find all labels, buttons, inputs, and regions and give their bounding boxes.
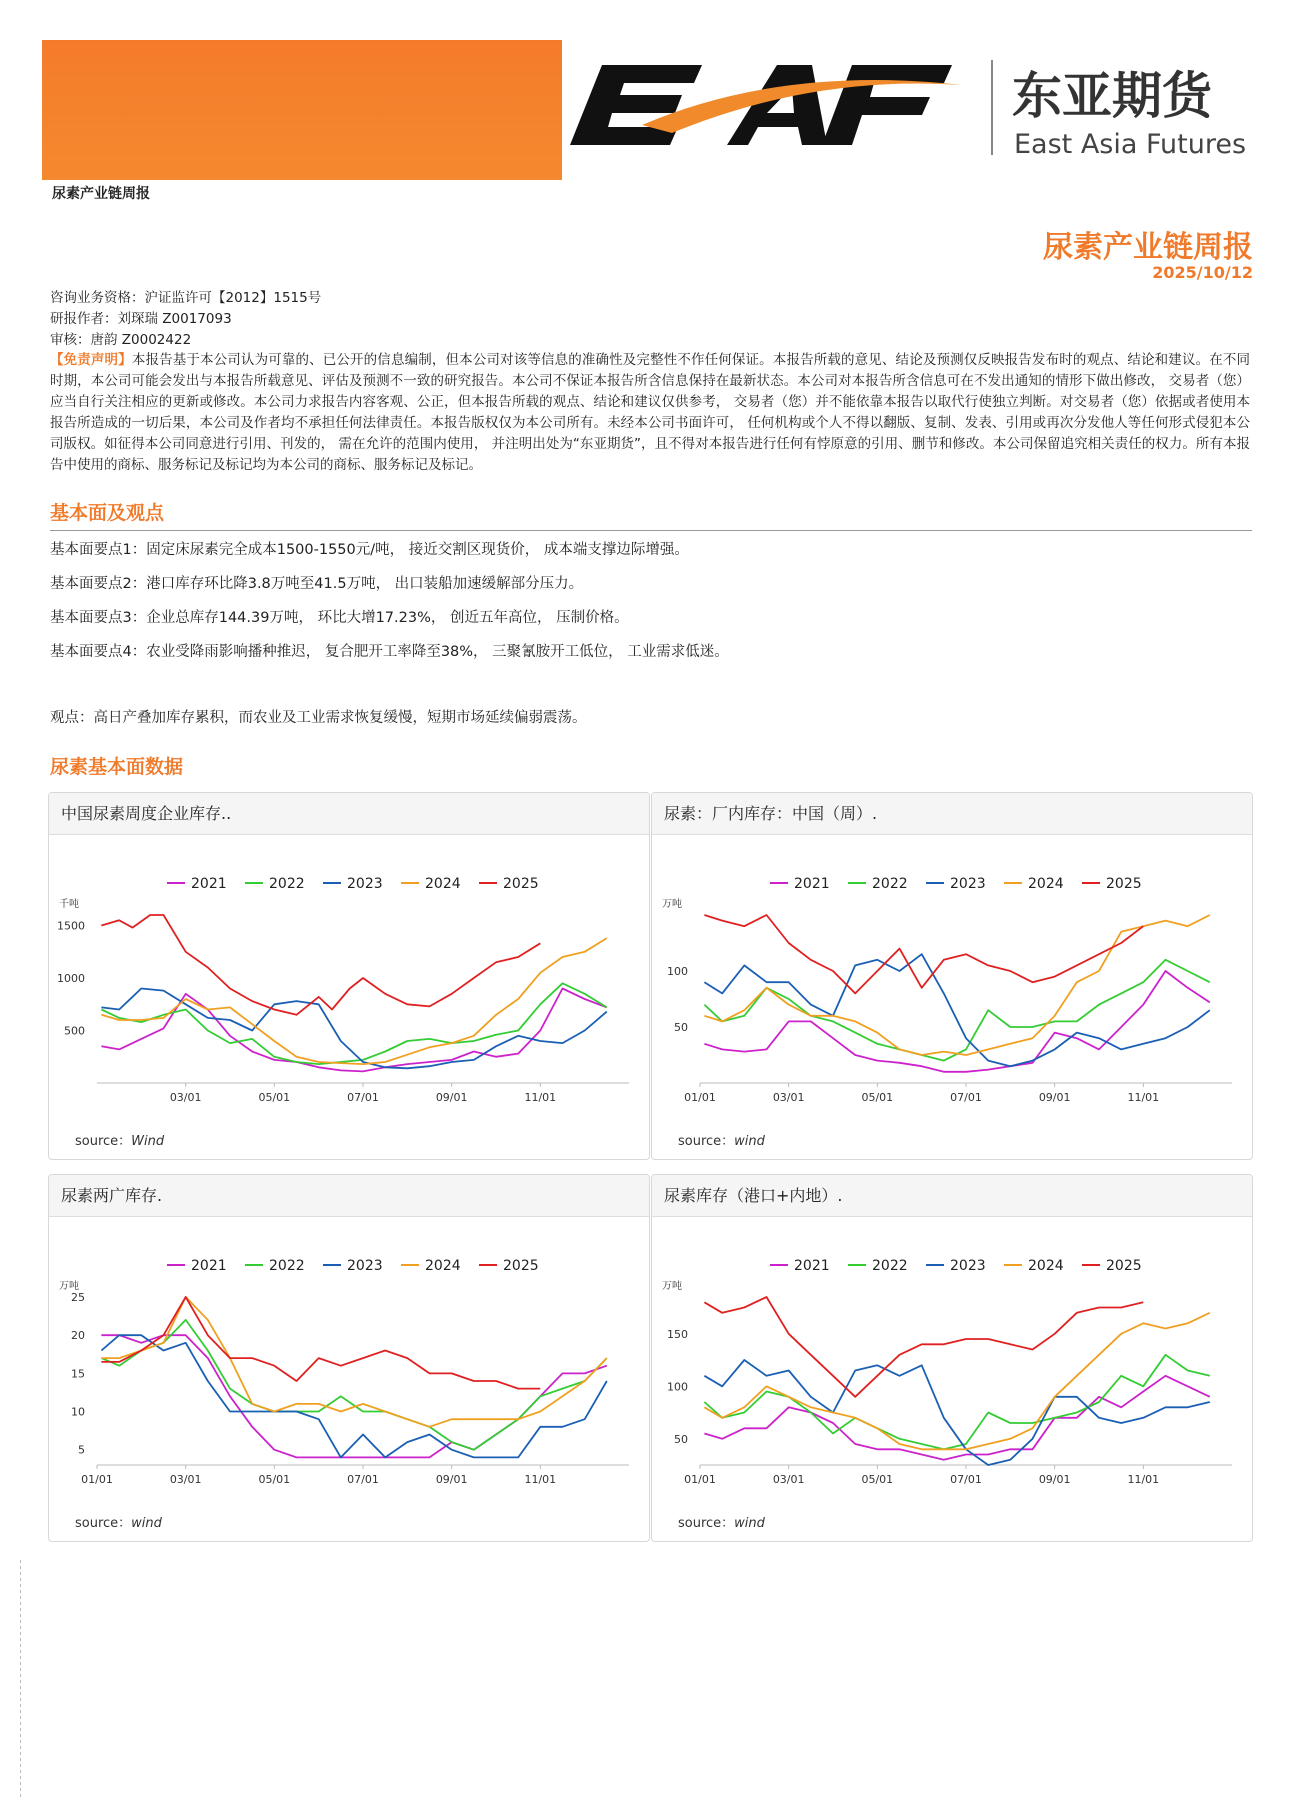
legend-label-2023: 2023 [347,1258,383,1274]
series-line-2023 [101,989,606,1069]
y-tick-label: 1500 [57,919,85,933]
x-tick-label: 05/01 [861,1473,894,1486]
chart-panel-enterprise-inventory [48,792,650,1160]
y-tick-label: 25 [71,1291,85,1304]
fundamental-point-2: 基本面要点2：港口库存环比降3.8万吨至41.5万吨， 出口装船加速缓解部分压力。 [50,576,584,592]
y-tick-label: 50 [674,1432,688,1446]
series-line-2024 [704,915,1209,1055]
legend-label-2024: 2024 [1028,1258,1064,1274]
legend-label-2022: 2022 [872,1258,908,1274]
disclaimer-tag: 【免责声明】 [50,352,132,368]
x-tick-label: 05/01 [258,1473,291,1486]
x-tick-label: 11/01 [1127,1091,1160,1104]
legend-label-2023: 2023 [347,876,383,892]
x-tick-label: 09/01 [435,1091,468,1104]
y-tick-label: 100 [667,1380,688,1394]
legend-label-2021: 2021 [794,876,830,892]
legend-label-2021: 2021 [191,1258,227,1274]
series-line-2023 [704,954,1209,1066]
report-title: 尿素产业链周报 [1043,230,1253,265]
legend-label-2025: 2025 [503,1258,539,1274]
x-tick-label: 03/01 [169,1473,202,1486]
y-tick-label: 10 [71,1405,85,1419]
series-line-2023 [101,1335,606,1457]
y-tick-label: 100 [667,965,688,978]
legend-label-2021: 2021 [191,876,227,892]
legend-label-2023: 2023 [950,1258,986,1274]
x-tick-label: 07/01 [347,1473,379,1486]
reviewer: 审核：唐韵 Z0002422 [50,332,192,348]
chart-title: 尿素：厂内库存：中国（周）. [652,793,1252,835]
y-tick-label: 500 [64,1024,85,1038]
chart-factory-inventory [652,835,1252,1125]
legend-label-2025: 2025 [1106,1258,1142,1274]
chart-title: 尿素两广库存. [49,1175,649,1217]
fundamental-point-4: 基本面要点4：农业受降雨影响播种推迟， 复合肥开工率降至38%， 三聚氰胺开工低位， 工业需求低迷。 [50,644,729,660]
x-tick-label: 03/01 [772,1473,805,1486]
y-tick-label: 150 [667,1327,688,1341]
chart-panel-port-inland-inventory [651,1174,1253,1542]
x-tick-label: 07/01 [950,1473,982,1486]
legend-label-2022: 2022 [872,876,908,892]
legend-label-2021: 2021 [794,1258,830,1274]
x-tick-label: 01/01 [81,1473,113,1486]
svg-text:East Asia Futures: East Asia Futures [1014,129,1247,160]
chart-port-inland-inventory [652,1217,1252,1507]
header-band [42,40,562,180]
disclaimer [50,350,1250,476]
y-axis-unit: 千吨 [59,899,79,910]
section-title-charts: 尿素基本面数据 [50,756,184,778]
series-line-2022 [101,983,606,1064]
series-line-2021 [704,1376,1209,1460]
chart-source: source：Wind [75,1134,165,1149]
x-tick-label: 05/01 [258,1091,291,1104]
chart-source: source：wind [678,1134,765,1149]
y-tick-label: 15 [71,1367,85,1381]
chart-title: 尿素库存（港口+内地）. [652,1175,1252,1217]
y-axis-unit: 万吨 [662,1281,682,1292]
legend-label-2022: 2022 [269,876,305,892]
disclaimer-text: 本报告基于本公司认为可靠的、已公开的信息编制，但本公司对该等信息的准确性及完整性不作任何保证。本报告所载的意见、结论及预测仅反映报告发布时的观点、结论和建议。在不同时期，本公司可能会发出与本报告所载意见、评估及预测不一致的研究报告。本公司不保证本报告所含信息保持在最新状态。本公司对本报告所含信息可在不发出通知的情形下做出修改， 交易者（您）应当自行关注相应的更新或修改。本公司力求报告内容客观、公正，但本报告所载的观点、结论和建议仅供参考， 交易者（您）并不能依靠本报告以取代行使独立判断。对交易者（您）依据或者使用本报告所造成的一切后果，本公司及作者均不承担任何法律责任。本报告版权仅为本公司所有。未经本公司书面许可， 任何机构或个人不得以翻版、复制、发表、引用或再次分发他人等任何形式侵犯本公司版权。如征得本公司同意进行引用、刊发的， 需在允许的范围内使用， 并注明出处为“东亚期货”，且不得对本报告进行任何有悖原意的引用、删节和修改。本公司保留追究相关责任的权力。所有本报告中使用的商标、服务标记及标记均为本公司的商标、服务标记及标记。 [50,352,1250,473]
chart-source: source：wind [678,1516,765,1531]
y-tick-label: 5 [78,1443,85,1457]
legend-label-2025: 2025 [503,876,539,892]
series-line-2025 [101,915,540,1015]
section-divider [50,530,1252,531]
market-view: 观点：高日产叠加库存累积，而农业及工业需求恢复缓慢，短期市场延续偏弱震荡。 [50,710,587,726]
x-tick-label: 03/01 [169,1091,202,1104]
x-tick-label: 09/01 [435,1473,468,1486]
x-tick-label: 07/01 [347,1091,379,1104]
chart-enterprise-inventory [49,835,649,1125]
chart-title: 中国尿素周度企业库存.. [49,793,649,835]
section-title-fundamentals: 基本面及观点 [50,502,165,524]
legend-label-2024: 2024 [425,876,461,892]
series-line-2022 [101,1320,606,1450]
author: 研报作者：刘琛瑞 Z0017093 [50,311,232,327]
x-tick-label: 09/01 [1038,1473,1071,1486]
series-line-2021 [101,989,606,1072]
legend-label-2024: 2024 [1028,876,1064,892]
chart-panel-factory-inventory [651,792,1253,1160]
chart-guangdong-guangxi-inventory [49,1217,649,1507]
x-tick-label: 03/01 [772,1091,805,1104]
company-logo [562,55,1262,165]
page-margin-dots [20,1560,21,1800]
chart-source: source：wind [75,1516,162,1531]
fundamental-point-1: 基本面要点1：固定床尿素完全成本1500-1550元/吨， 接近交割区现货价， 成本端支撑边际增强。 [50,542,689,558]
fundamental-point-3: 基本面要点3：企业总库存144.39万吨， 环比大增17.23%， 创近五年高位， 压制价格。 [50,610,629,626]
chart-panel-guangdong-guangxi-inventory [48,1174,650,1542]
x-tick-label: 07/01 [950,1091,982,1104]
y-tick-label: 50 [674,1021,688,1034]
report-date: 2025/10/12 [1152,263,1253,282]
x-tick-label: 11/01 [524,1473,557,1486]
y-tick-label: 1000 [57,972,85,985]
qualification: 咨询业务资格：沪证监许可【2012】1515号 [50,290,322,306]
y-axis-unit: 万吨 [59,1281,79,1292]
svg-text:东亚期货: 东亚期货 [1012,67,1212,125]
legend-label-2025: 2025 [1106,876,1142,892]
legend-label-2024: 2024 [425,1258,461,1274]
series-line-2024 [101,938,606,1064]
x-tick-label: 11/01 [1127,1473,1160,1486]
legend-label-2023: 2023 [950,876,986,892]
x-tick-label: 05/01 [861,1091,894,1104]
y-axis-unit: 万吨 [662,899,682,910]
x-tick-label: 11/01 [524,1091,557,1104]
series-line-2025 [101,1297,540,1389]
x-tick-label: 01/01 [684,1091,716,1104]
legend-label-2022: 2022 [269,1258,305,1274]
y-tick-label: 20 [71,1329,85,1343]
x-tick-label: 01/01 [684,1473,716,1486]
x-tick-label: 09/01 [1038,1091,1071,1104]
series-line-2025 [704,1297,1143,1397]
top-label: 尿素产业链周报 [52,186,150,202]
